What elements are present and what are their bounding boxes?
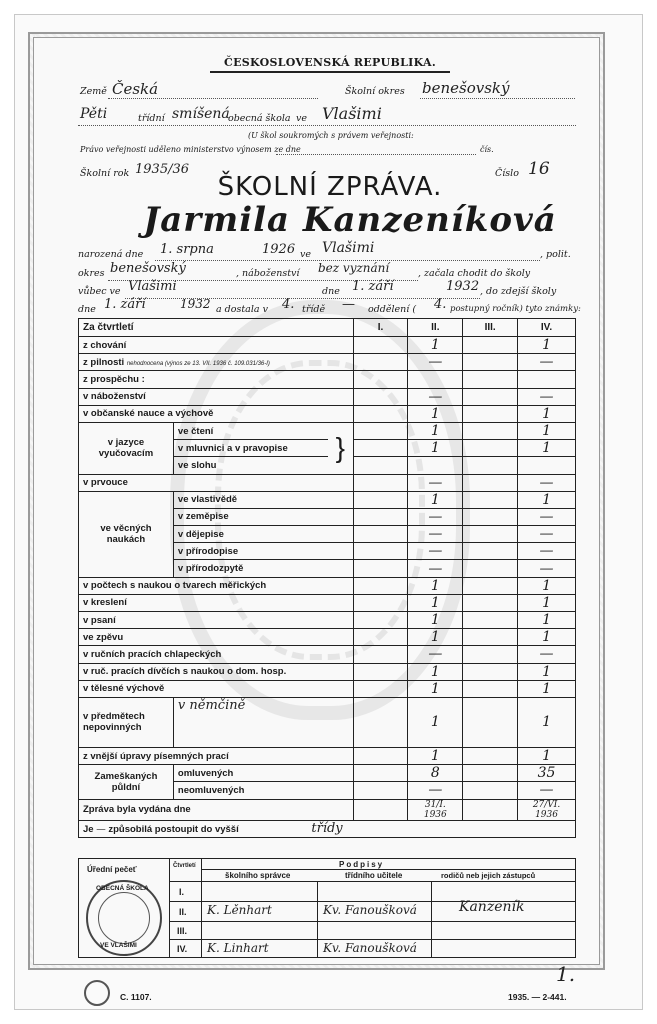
grade-q4: — xyxy=(518,646,576,663)
pravo-line xyxy=(276,154,476,155)
table-row xyxy=(79,405,576,422)
table-row xyxy=(79,491,576,508)
signature-tridni-q2: Kv. Fanoušková xyxy=(323,903,417,917)
table-row xyxy=(79,629,576,646)
grade-q2: — xyxy=(408,474,463,491)
zeme-label: Země xyxy=(80,86,107,97)
grade-q2: 8 xyxy=(408,765,463,782)
oddeleni-value: — xyxy=(342,297,355,312)
nepovinny-subject: v němčině xyxy=(173,697,353,747)
jazyk-brace: } xyxy=(328,422,353,474)
pravo-label: Právo veřejnosti uděleno ministerstvo výnosem ze dne xyxy=(80,145,301,154)
grade-q4: 1 xyxy=(518,663,576,680)
print-number: 1935. — 2-441. xyxy=(508,992,567,1002)
cislo-label: Číslo xyxy=(495,168,519,179)
sig-row-4: IV. xyxy=(177,944,188,954)
group-vecne: ve věcných naukách xyxy=(79,491,174,577)
row-label: ve slohu xyxy=(173,457,328,474)
grade-q2: 1 xyxy=(408,440,463,457)
zdejsi-prefix: dne xyxy=(78,304,96,315)
student-okres-value: benešovský xyxy=(110,261,186,276)
row-label: z vnější úpravy písemných prací xyxy=(79,747,354,764)
vubec-date: 1. září xyxy=(352,279,394,294)
spravce-label: školního správce xyxy=(225,871,291,880)
table-row xyxy=(79,422,576,439)
grade-q4: 1 xyxy=(518,680,576,697)
trida-label-student: třídě xyxy=(302,304,326,315)
rocnik-value: 4. xyxy=(434,297,447,312)
narozen-year: 1926 xyxy=(262,242,296,257)
grade-q4: — xyxy=(518,782,576,799)
table-row xyxy=(79,354,576,371)
skola-label: obecná škola xyxy=(228,113,291,124)
sig-row-3: III. xyxy=(177,926,188,936)
grade-q4 xyxy=(518,457,576,474)
signature-tridni-q4: Kv. Fanoušková xyxy=(323,941,417,955)
table-row xyxy=(79,594,576,611)
grade-q2: 1 xyxy=(408,747,463,764)
grade-q2: 1 xyxy=(408,577,463,594)
row-label: v mluvnici a v pravopise xyxy=(173,440,328,457)
date-q2: 31/I. 1936 xyxy=(408,799,463,820)
signature-spravce-q2: K. Lěnhart xyxy=(207,903,272,917)
grade-q2: 1 xyxy=(408,663,463,680)
grade-q4: 1 xyxy=(518,405,576,422)
trida-label: třídní xyxy=(138,113,165,124)
narozen-place: Vlašimi xyxy=(322,240,375,256)
zeme-line xyxy=(108,98,318,99)
grade-q4: — xyxy=(518,388,576,405)
postup-value: — xyxy=(96,824,106,836)
grade-q4: — xyxy=(518,508,576,525)
grade-q4: 1 xyxy=(518,594,576,611)
row-label: ve čtení xyxy=(173,422,328,439)
trida-count: Pěti xyxy=(80,106,108,122)
ctvrt-label: Čtvrtletí xyxy=(173,863,196,869)
row-label: v psaní xyxy=(79,612,354,629)
grade-q2: — xyxy=(408,388,463,405)
grade-q4: 1 xyxy=(518,697,576,747)
col-head: Za čtvrtletí xyxy=(79,319,354,337)
table-row xyxy=(79,799,576,820)
zdejsi-date: 1. září xyxy=(104,297,146,312)
cislo-value: 16 xyxy=(528,159,550,179)
document-title: ŠKOLNÍ ZPRÁVA. xyxy=(217,172,443,202)
row-label: Zpráva byla vydána dne xyxy=(79,799,354,820)
table-row xyxy=(79,371,576,388)
stamp-top-text: OBECNÁ ŠKOLA xyxy=(96,885,149,892)
row-label: v občanské nauce a výchově xyxy=(79,405,354,422)
group-zamesk: Zameškaných půldní xyxy=(79,765,174,799)
grade-q2: 1 xyxy=(408,405,463,422)
urad-label: Úřední pečeť xyxy=(87,865,137,874)
grade-q2: 1 xyxy=(408,612,463,629)
row-label: v přírodopise xyxy=(173,543,353,560)
grade-q4: 35 xyxy=(518,765,576,782)
state-seal-icon xyxy=(84,980,110,1006)
grade-q2: 1 xyxy=(408,594,463,611)
table-header-row xyxy=(79,319,576,337)
table-row xyxy=(79,747,576,764)
row-label: v ručních pracích chlapeckých xyxy=(79,646,354,663)
group-jazyk: v jazyce vyučovacím xyxy=(79,422,174,474)
nabozenstvi-value: bez vyznání xyxy=(318,261,390,275)
sig-row-2: II. xyxy=(179,907,187,917)
row-label: v prvouce xyxy=(79,474,354,491)
row-label: z prospěchu : xyxy=(79,371,354,388)
okres-label: Školní okres xyxy=(345,86,405,97)
grade-q4 xyxy=(518,371,576,388)
row-label: v ruč. pracích dívčích s naukou o dom. hosp. xyxy=(79,663,354,680)
skola-place: Vlašimi xyxy=(322,104,382,123)
row-label: z chování xyxy=(79,337,354,354)
table-row xyxy=(79,474,576,491)
date-q4: 27/VI. 1936 xyxy=(518,799,576,820)
rocnik-label: postupný ročník) tyto známky: xyxy=(450,304,581,314)
grade-q2: — xyxy=(408,354,463,371)
rodice-label: rodičů neb jejich zástupců xyxy=(441,871,536,880)
grade-q4: 1 xyxy=(518,577,576,594)
grade-q2 xyxy=(408,371,463,388)
pilnost-note: nehodnocena (výnos ze 13. VII. 1936 č. 109.031/36-I) xyxy=(126,360,270,367)
narozen-day: 1. srpna xyxy=(160,242,214,257)
podpisy-label: Podpisy xyxy=(339,860,385,869)
student-name: Jarmila Kanzeníková xyxy=(143,200,557,240)
trida-value: 4. xyxy=(282,297,295,312)
postup-label: způsobilá postoupit do vyšší xyxy=(108,824,239,836)
school-stamp-inner xyxy=(98,892,150,944)
grade-q2: — xyxy=(408,543,463,560)
republic-heading: ČESKOSLOVENSKÁ REPUBLIKA. xyxy=(210,56,450,73)
postup-prefix: Je xyxy=(83,824,94,836)
grade-q2: 1 xyxy=(408,629,463,646)
grade-q2: 1 xyxy=(408,337,463,354)
rok-label: Školní rok xyxy=(80,168,130,179)
grade-q2 xyxy=(408,457,463,474)
row-label: v počtech s naukou o tvarech měřických xyxy=(79,577,354,594)
row-label: v náboženství xyxy=(79,388,354,405)
grade-q2: — xyxy=(408,508,463,525)
table-row xyxy=(79,612,576,629)
grade-q4: 1 xyxy=(518,440,576,457)
vubec-label: vůbec ve xyxy=(78,286,121,297)
grade-q2: 1 xyxy=(408,422,463,439)
quarter-1-head: I. xyxy=(353,319,408,337)
signature-spravce-q4: K. Linhart xyxy=(207,941,269,955)
grade-q4: 1 xyxy=(518,612,576,629)
grade-q4: 1 xyxy=(518,422,576,439)
vubec-year: 1932 xyxy=(446,279,480,294)
okres-value: benešovský xyxy=(422,79,510,97)
grade-q4: 1 xyxy=(518,747,576,764)
oddeleni-label: oddělení ( xyxy=(368,304,417,315)
quarter-3-head: III. xyxy=(463,319,518,337)
grade-q4: — xyxy=(518,474,576,491)
row-label: v přírodozpytě xyxy=(173,560,353,577)
signature-rodic-q2: Kanzeník xyxy=(459,899,525,915)
dostala-label: a dostala v xyxy=(216,304,268,315)
row-label: v předmětech nepovinných xyxy=(79,697,174,747)
grade-q4: — xyxy=(518,543,576,560)
skola-line xyxy=(78,125,576,126)
table-row xyxy=(79,680,576,697)
grade-q2: — xyxy=(408,782,463,799)
table-row xyxy=(79,646,576,663)
form-number: C. 1107. xyxy=(120,992,152,1002)
table-row xyxy=(79,577,576,594)
row-label: neomluvených xyxy=(173,782,353,799)
quarter-2-head: II. xyxy=(408,319,463,337)
vubec-line xyxy=(125,298,480,299)
table-row xyxy=(79,765,576,782)
row-label: v zeměpise xyxy=(173,508,353,525)
row-label: v tělesné výchově xyxy=(79,680,354,697)
grade-q2: 1 xyxy=(408,491,463,508)
row-label: v dějepise xyxy=(173,526,353,543)
grade-q4: — xyxy=(518,354,576,371)
table-row xyxy=(79,388,576,405)
zdejsi-year: 1932 xyxy=(180,297,211,311)
postup-row xyxy=(79,820,576,837)
skola-ve-label: ve xyxy=(296,113,307,124)
rok-value: 1935/36 xyxy=(135,162,190,177)
narozen-ve-label: ve xyxy=(300,249,311,260)
row-label: ve vlastivědě xyxy=(173,491,353,508)
tridni-label: třídního učitele xyxy=(345,871,403,880)
zacal-label: , začala chodit do školy xyxy=(418,268,531,279)
cis-label: čís. xyxy=(480,145,494,154)
quarter-4-head: IV. xyxy=(518,319,576,337)
grade-q2: — xyxy=(408,646,463,663)
grade-q2: 1 xyxy=(408,697,463,747)
student-okres-label: okres xyxy=(78,268,105,279)
table-row xyxy=(79,697,576,747)
private-note: (U škol soukromých s právem veřejnosti: xyxy=(248,131,414,140)
skola-type: smíšená xyxy=(172,106,230,122)
table-row xyxy=(79,663,576,680)
footer-mark: 1. xyxy=(556,962,576,986)
grade-q2: — xyxy=(408,560,463,577)
vubec-place: Vlašimi xyxy=(128,279,177,294)
row-label: z pilnosti xyxy=(83,356,125,368)
stamp-bottom-text: VE VLAŠIMI xyxy=(100,942,137,949)
table-row xyxy=(79,337,576,354)
row-label: omluvených xyxy=(173,765,353,782)
grade-q4: — xyxy=(518,560,576,577)
sig-row-1: I. xyxy=(179,887,185,897)
grade-q4: 1 xyxy=(518,491,576,508)
grades-table xyxy=(78,318,576,838)
grade-q4: 1 xyxy=(518,629,576,646)
row-label: v kreslení xyxy=(79,594,354,611)
grade-q2: — xyxy=(408,526,463,543)
polit-label: , polit. xyxy=(540,249,571,260)
zeme-value: Česká xyxy=(112,80,159,98)
row-label: ve zpěvu xyxy=(79,629,354,646)
grade-q4: — xyxy=(518,526,576,543)
nabozenstvi-label: , náboženství xyxy=(236,268,300,279)
narozen-label: narozená dne xyxy=(78,249,144,260)
grade-q4: 1 xyxy=(518,337,576,354)
okres-line xyxy=(420,98,575,99)
postup-class: třídy xyxy=(311,821,343,837)
grade-q2: 1 xyxy=(408,680,463,697)
zdejsi-label: , do zdejší školy xyxy=(480,286,557,297)
vubec-dne-label: dne xyxy=(322,286,340,297)
